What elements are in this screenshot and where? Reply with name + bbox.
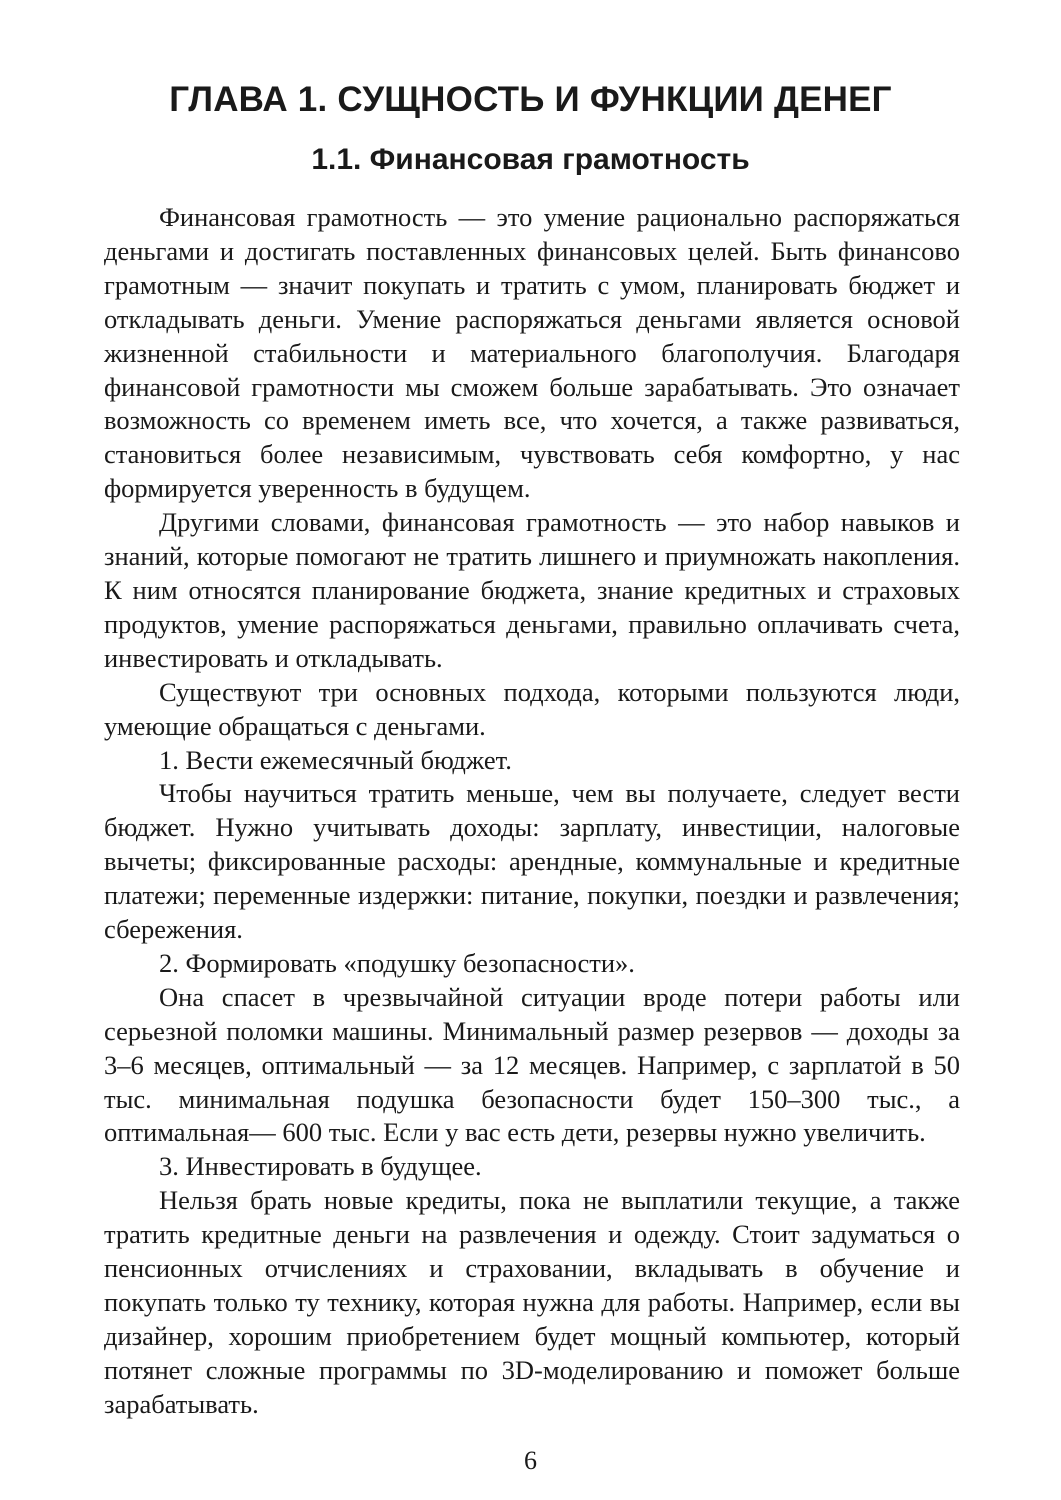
list-item-invest: 3. Инвестировать в будущее. xyxy=(159,1151,482,1182)
paragraph-definition: Финансовая грамотность — это умение рационально распоряжаться деньгами и достигать поставленных финансовых целей. Быть финансово грамотным — значит покупать и тратить с умом, планировать бюджет и откладывать деньги. Умение распоряжаться деньгами является основой жизненной стабильности и материального благополучия. Благодаря финансовой грамотности мы сможем больше зарабатывать. Это означает возможность со временем иметь все, что хочется, а также развиваться, становиться более независимым, чувствовать себя комфортно, у нас формируется уверенность в будущем. xyxy=(104,202,960,504)
paragraph-approaches-intro: Существуют три основных подхода, которыми пользуются люди, умеющие обращаться с деньгами. xyxy=(104,676,960,741)
paragraph-invest: Нельзя брать новые кредиты, пока не выплатили текущие, а также тратить кредитные деньги на развлечения и одежду. Стоит задуматься о пенсионных отчислениях и страховании, вкладывать в обучение и покупать только ту технику, которая нужна для работы. Например, если вы дизайнер, хорошим приобретением будет мощный компьютер, который потянет сложные программы по 3D-моделированию и поможет больше зарабатывать. xyxy=(104,1185,960,1419)
list-item-safety-cushion: 2. Формировать «подушку безопасности». xyxy=(159,947,635,978)
paragraph-safety-cushion: Она спасет в чрезвычайной ситуации вроде потери работы или серьезной поломки машины. Минимальный размер резервов — доходы за 3–6 месяцев, оптимальный — за 12 месяцев. Например, с зарплатой в 50 тыс. минимальная подушка безопасности будет 150–300 тыс., а оптимальная— 600 тыс. Если у вас есть дети, резервы нужно увеличить. xyxy=(104,981,960,1148)
chapter-title: ГЛАВА 1. СУЩНОСТЬ И ФУНКЦИИ ДЕНЕГ xyxy=(169,80,892,119)
section-title: 1.1. Финансовая грамотность xyxy=(311,143,750,176)
body-text xyxy=(104,201,960,1422)
list-item-budget: 1. Вести ежемесячный бюджет. xyxy=(159,744,512,775)
page-number: 6 xyxy=(524,1446,537,1475)
paragraph-skills: Другими словами, финансовая грамотность — это набор навыков и знаний, которые помогают не тратить лишнего и приумножать накопления. К ним относятся планирование бюджета, знание кредитных и страховых продуктов, умение распоряжаться деньгами, правильно оплачивать счета, инвестировать и откладывать. xyxy=(104,507,960,673)
paragraph-budget: Чтобы научиться тратить меньше, чем вы получаете, следует вести бюджет. Нужно учитывать доходы: зарплату, инвестиции, налоговые вычеты; фиксированные расходы: арендные, коммунальные и кредитные платежи; переменные издержки: питание, покупки, поездки и развлечения; сбережения. xyxy=(104,778,960,945)
